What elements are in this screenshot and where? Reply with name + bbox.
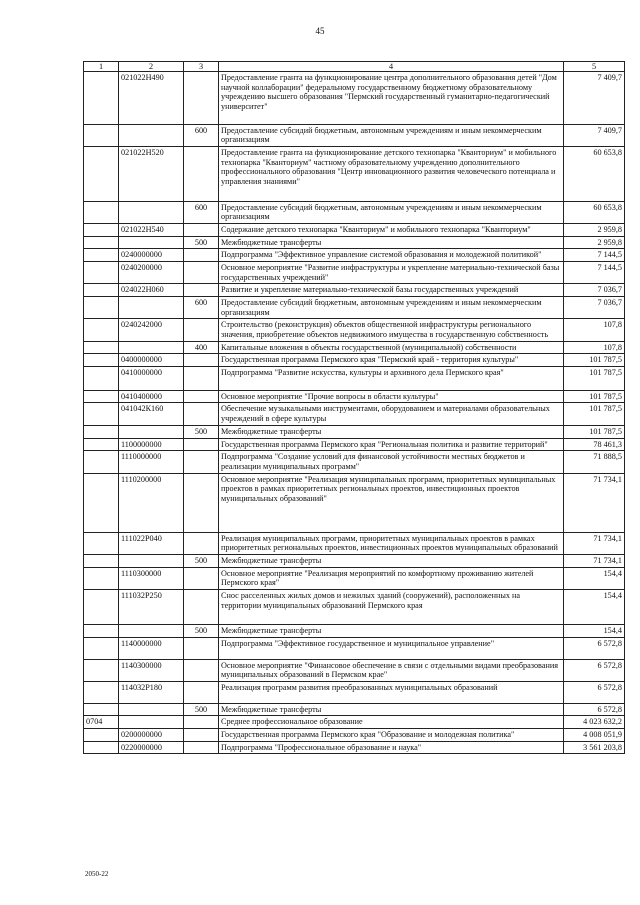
target-code: 1100000000	[119, 438, 184, 451]
target-code: 0240200000	[119, 262, 184, 284]
expense-type-code	[184, 354, 219, 367]
expense-type-code	[184, 728, 219, 741]
amount: 4 008 051,9	[564, 728, 625, 741]
footer-code: 2050-22	[85, 870, 109, 878]
amount: 101 787,5	[564, 354, 625, 367]
amount: 101 787,5	[564, 403, 625, 425]
amount: 6 572,8	[564, 681, 625, 703]
table-row	[84, 425, 625, 438]
item-name: Предоставление субсидий бюджетным, автономным учреждениям и иным некоммерческим организациям	[219, 297, 564, 319]
expense-type-code	[184, 451, 219, 473]
target-code	[119, 124, 184, 146]
item-name: Межбюджетные трансферты	[219, 625, 564, 638]
item-name: Снос расселенных жилых домов и нежилых зданий (сооружений), расположенных на территории муниципальных образований Пермского края	[219, 589, 564, 624]
item-name: Государственная программа Пермского края "Образование и молодежная политика"	[219, 728, 564, 741]
section-code	[84, 741, 119, 754]
table-row	[84, 341, 625, 354]
section-code	[84, 425, 119, 438]
section-code	[84, 390, 119, 403]
amount: 101 787,5	[564, 367, 625, 391]
amount: 7 144,5	[564, 249, 625, 262]
table-row	[84, 554, 625, 567]
table-row	[84, 451, 625, 473]
table-row	[84, 284, 625, 297]
target-code: 021022Н540	[119, 224, 184, 237]
table-row	[84, 741, 625, 754]
table-row	[84, 319, 625, 341]
section-code	[84, 438, 119, 451]
item-name: Подпрограмма "Эффективное управление системой образования и молодежной политикой"	[219, 249, 564, 262]
header-col-1: 1	[84, 62, 119, 72]
item-name: Межбюджетные трансферты	[219, 236, 564, 249]
expense-type-code	[184, 284, 219, 297]
amount: 71 734,1	[564, 473, 625, 532]
target-code: 0240000000	[119, 249, 184, 262]
target-code: 111022Р040	[119, 532, 184, 554]
expense-type-code: 600	[184, 201, 219, 223]
table-row	[84, 473, 625, 532]
amount: 107,8	[564, 341, 625, 354]
table-header-row	[84, 62, 625, 72]
item-name: Основное мероприятие "Развитие инфраструктуры и укрепление материально-технической базы государственных учреждений"	[219, 262, 564, 284]
section-code	[84, 236, 119, 249]
expense-type-code	[184, 319, 219, 341]
expense-type-code	[184, 147, 219, 202]
expense-type-code	[184, 438, 219, 451]
expense-type-code	[184, 741, 219, 754]
budget-table-body	[84, 62, 625, 754]
item-name: Подпрограмма "Создание условий для финансовой устойчивости местных бюджетов и реализации муниципальных программ"	[219, 451, 564, 473]
section-code	[84, 681, 119, 703]
item-name: Государственная программа Пермского края "Региональная политика и развитие территорий"	[219, 438, 564, 451]
target-code	[119, 625, 184, 638]
item-name: Основное мероприятие "Финансовое обеспечение в связи с отдельными видами преобразования муниципальных образований в Пермском крае"	[219, 659, 564, 681]
amount: 3 561 203,8	[564, 741, 625, 754]
item-name: Предоставление субсидий бюджетным, автономным учреждениям и иным некоммерческим организациям	[219, 201, 564, 223]
table-row	[84, 589, 625, 624]
expense-type-code	[184, 659, 219, 681]
expense-type-code: 500	[184, 625, 219, 638]
section-code	[84, 403, 119, 425]
expense-type-code: 500	[184, 703, 219, 716]
item-name: Основное мероприятие "Прочие вопросы в области культуры"	[219, 390, 564, 403]
table-row	[84, 681, 625, 703]
target-code: 0410000000	[119, 367, 184, 391]
table-row	[84, 625, 625, 638]
table-row	[84, 438, 625, 451]
table-row	[84, 367, 625, 391]
table-row	[84, 659, 625, 681]
table-row	[84, 532, 625, 554]
item-name: Реализация программ развития преобразованных муниципальных образований	[219, 681, 564, 703]
header-col-2: 2	[119, 62, 184, 72]
header-col-5: 5	[564, 62, 625, 72]
target-code: 0400000000	[119, 354, 184, 367]
expense-type-code	[184, 262, 219, 284]
amount: 71 734,1	[564, 532, 625, 554]
item-name: Основное мероприятие "Реализация мероприятий по комфортному проживанию жителей Пермского края"	[219, 567, 564, 589]
target-code	[119, 341, 184, 354]
expense-type-code	[184, 532, 219, 554]
section-code	[84, 567, 119, 589]
section-code	[84, 589, 119, 624]
table-row	[84, 403, 625, 425]
expense-type-code	[184, 681, 219, 703]
section-code	[84, 659, 119, 681]
amount: 71 734,1	[564, 554, 625, 567]
table-row	[84, 262, 625, 284]
section-code	[84, 703, 119, 716]
target-code	[119, 425, 184, 438]
target-code: 0240242000	[119, 319, 184, 341]
target-code: 021022Н490	[119, 72, 184, 125]
target-code: 1110300000	[119, 567, 184, 589]
budget-table	[83, 61, 625, 754]
amount: 7 409,7	[564, 124, 625, 146]
item-name: Содержание детского технопарка "Кванториум" и мобильного технопарка "Кванториум"	[219, 224, 564, 237]
item-name: Предоставление гранта на функционирование детского технопарка "Кванториум" и мобильного технопарка "Кванториум" частному образовательному учреждению дополнительного профессионального образования "Центр инновационного развития человеческого потенциала и управления знаниями"	[219, 147, 564, 202]
amount: 7 036,7	[564, 297, 625, 319]
expense-type-code: 400	[184, 341, 219, 354]
target-code	[119, 297, 184, 319]
target-code: 0410400000	[119, 390, 184, 403]
section-code	[84, 367, 119, 391]
expense-type-code	[184, 72, 219, 125]
target-code: 024022Н060	[119, 284, 184, 297]
target-code: 0220000000	[119, 741, 184, 754]
amount: 154,4	[564, 589, 625, 624]
section-code	[84, 224, 119, 237]
section-code	[84, 341, 119, 354]
amount: 7 144,5	[564, 262, 625, 284]
expense-type-code	[184, 716, 219, 729]
expense-type-code	[184, 567, 219, 589]
item-name: Межбюджетные трансферты	[219, 703, 564, 716]
item-name: Государственная программа Пермского края "Пермский край - территория культуры"	[219, 354, 564, 367]
amount: 101 787,5	[564, 390, 625, 403]
table-row	[84, 297, 625, 319]
target-code: 1110200000	[119, 473, 184, 532]
table-row	[84, 249, 625, 262]
section-code	[84, 262, 119, 284]
section-code	[84, 249, 119, 262]
target-code	[119, 554, 184, 567]
target-code: 111032Р250	[119, 589, 184, 624]
target-code: 1110000000	[119, 451, 184, 473]
amount: 154,4	[564, 567, 625, 589]
amount: 71 888,5	[564, 451, 625, 473]
target-code	[119, 716, 184, 729]
expense-type-code: 600	[184, 297, 219, 319]
table-row	[84, 201, 625, 223]
target-code: 1140000000	[119, 637, 184, 659]
table-row	[84, 390, 625, 403]
item-name: Основное мероприятие "Реализация муниципальных программ, приоритетных муниципальных проектов в рамках приоритетных региональных проектов, инвестиционных проектов муниципальных образований"	[219, 473, 564, 532]
table-row	[84, 354, 625, 367]
item-name: Предоставление субсидий бюджетным, автономным учреждениям и иным некоммерческим организациям	[219, 124, 564, 146]
section-code	[84, 625, 119, 638]
table-row	[84, 567, 625, 589]
item-name: Подпрограмма "Эффективное государственное и муниципальное управление"	[219, 637, 564, 659]
amount: 60 653,8	[564, 201, 625, 223]
expense-type-code	[184, 224, 219, 237]
table-row	[84, 716, 625, 729]
section-code	[84, 201, 119, 223]
item-name: Обеспечение музыкальными инструментами, оборудованием и материалами образовательных учреждений в сфере культуры	[219, 403, 564, 425]
target-code: 114032Р180	[119, 681, 184, 703]
section-code	[84, 637, 119, 659]
expense-type-code: 500	[184, 236, 219, 249]
page-number: 45	[315, 26, 325, 36]
header-col-4: 4	[219, 62, 564, 72]
target-code	[119, 201, 184, 223]
section-code	[84, 532, 119, 554]
item-name: Капитальные вложения в объекты государственной (муниципальной) собственности	[219, 341, 564, 354]
amount: 7 409,7	[564, 72, 625, 125]
amount: 6 572,8	[564, 659, 625, 681]
expense-type-code	[184, 390, 219, 403]
section-code	[84, 284, 119, 297]
amount: 2 959,8	[564, 236, 625, 249]
item-name: Среднее профессиональное образование	[219, 716, 564, 729]
section-code	[84, 147, 119, 202]
item-name: Реализация муниципальных программ, приоритетных муниципальных проектов в рамках приоритетных региональных проектов, инвестиционных проектов муниципальных образований	[219, 532, 564, 554]
amount: 7 036,7	[564, 284, 625, 297]
target-code: 0200000000	[119, 728, 184, 741]
amount: 4 023 632,2	[564, 716, 625, 729]
target-code	[119, 236, 184, 249]
item-name: Строительство (реконструкция) объектов общественной инфраструктуры регионального значения, приобретение объектов недвижимого имущества в государственную собственность	[219, 319, 564, 341]
table-row	[84, 124, 625, 146]
section-code	[84, 354, 119, 367]
section-code	[84, 319, 119, 341]
target-code: 1140300000	[119, 659, 184, 681]
section-code: 0704	[84, 716, 119, 729]
item-name: Подпрограмма "Профессиональное образование и наука"	[219, 741, 564, 754]
amount: 60 653,8	[564, 147, 625, 202]
header-col-3: 3	[184, 62, 219, 72]
amount: 78 461,3	[564, 438, 625, 451]
expense-type-code	[184, 403, 219, 425]
item-name: Межбюджетные трансферты	[219, 425, 564, 438]
amount: 6 572,8	[564, 637, 625, 659]
expense-type-code	[184, 249, 219, 262]
expense-type-code	[184, 637, 219, 659]
item-name: Подпрограмма "Развитие искусства, культуры и архивного дела Пермского края"	[219, 367, 564, 391]
section-code	[84, 451, 119, 473]
table-row	[84, 703, 625, 716]
amount: 6 572,8	[564, 703, 625, 716]
table-row	[84, 224, 625, 237]
table-row	[84, 147, 625, 202]
item-name: Развитие и укрепление материально-технической базы государственных учреждений	[219, 284, 564, 297]
section-code	[84, 473, 119, 532]
target-code: 021022Н520	[119, 147, 184, 202]
expense-type-code: 500	[184, 554, 219, 567]
section-code	[84, 72, 119, 125]
amount: 154,4	[564, 625, 625, 638]
expense-type-code: 600	[184, 124, 219, 146]
section-code	[84, 728, 119, 741]
item-name: Межбюджетные трансферты	[219, 554, 564, 567]
expense-type-code	[184, 367, 219, 391]
table-row	[84, 72, 625, 125]
amount: 107,8	[564, 319, 625, 341]
expense-type-code	[184, 589, 219, 624]
item-name: Предоставление гранта на функционирование центра дополнительного образования детей "Дом научной коллаборации" федеральному государственному бюджетному образовательному учреждению высшего образования "Пермский государственный гуманитарно-педагогический университет"	[219, 72, 564, 125]
target-code	[119, 703, 184, 716]
expense-type-code	[184, 473, 219, 532]
table-row	[84, 728, 625, 741]
section-code	[84, 297, 119, 319]
target-code: 041042К160	[119, 403, 184, 425]
amount: 101 787,5	[564, 425, 625, 438]
section-code	[84, 124, 119, 146]
expense-type-code: 500	[184, 425, 219, 438]
section-code	[84, 554, 119, 567]
table-row	[84, 637, 625, 659]
amount: 2 959,8	[564, 224, 625, 237]
table-row	[84, 236, 625, 249]
